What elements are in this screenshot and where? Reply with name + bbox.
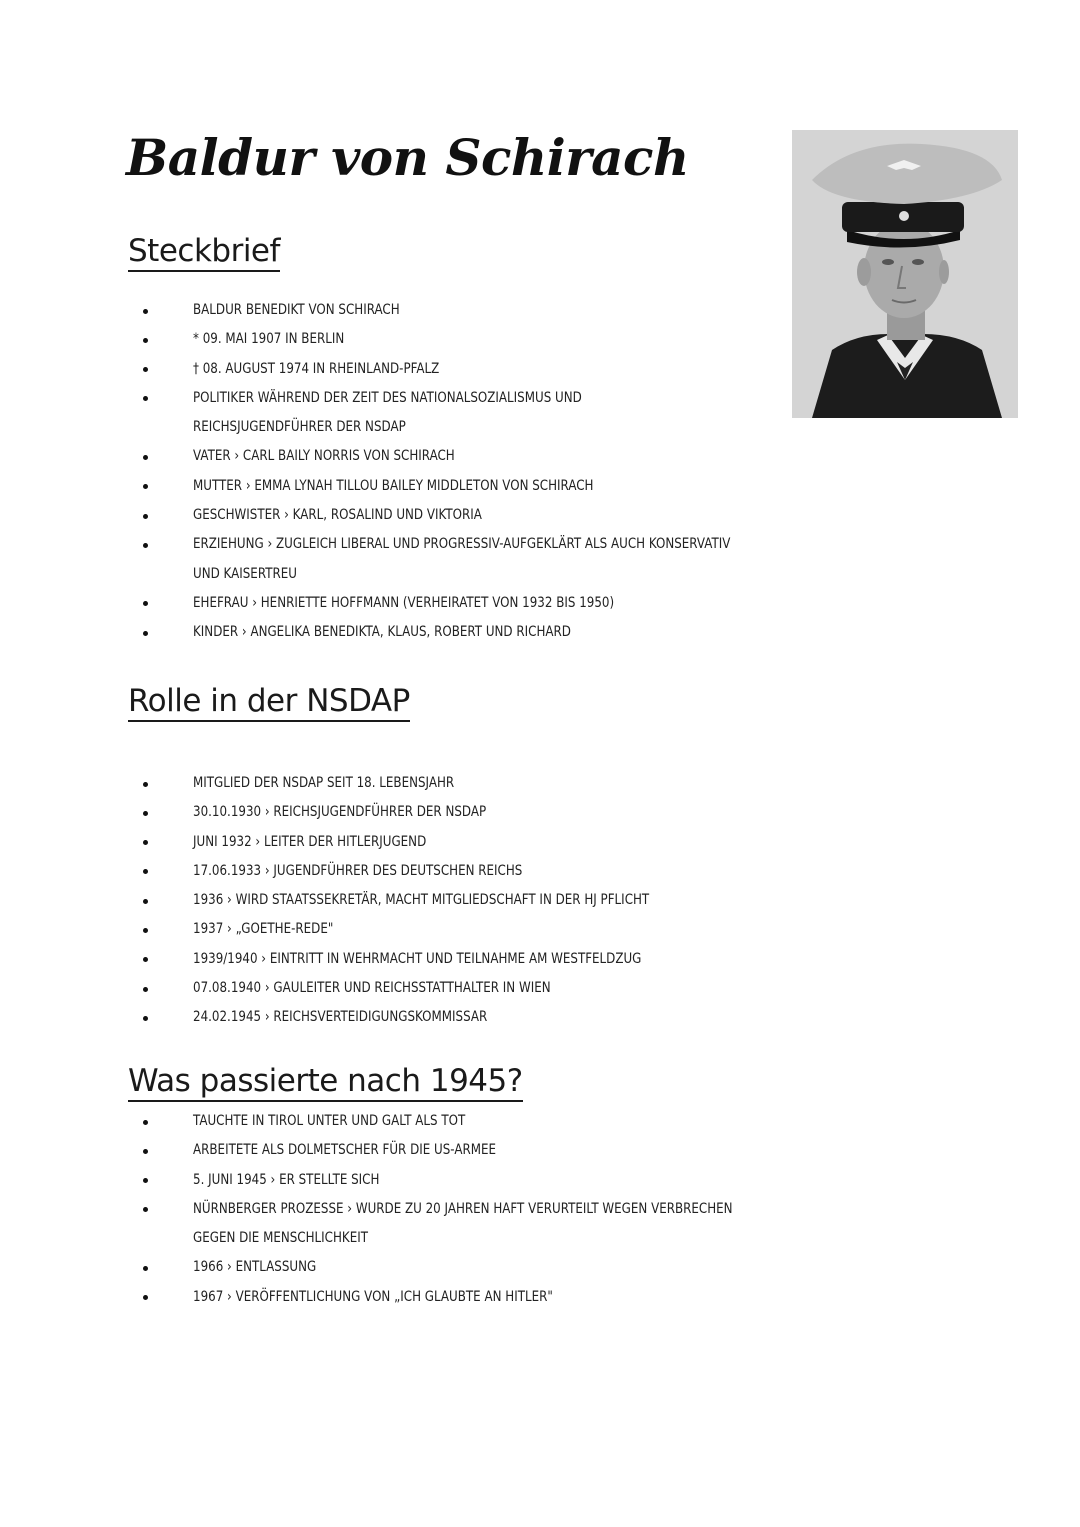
list-item <box>143 618 743 647</box>
list-item-text: NÜRNBERGER PROZESSE › WURDE ZU 20 JAHREN HAFT VERURTEILT WEGEN VERBRECHEN <box>193 1200 733 1217</box>
list-item-text: POLITIKER WÄHREND DER ZEIT DES NATIONALSOZIALISMUS UND <box>193 389 582 406</box>
list-item <box>143 857 743 886</box>
list-item-text: 17.06.1933 › JUGENDFÜHRER DES DEUTSCHEN REICHS <box>193 862 523 879</box>
page-title: Baldur von Schirach <box>126 128 689 187</box>
list-item <box>143 1003 743 1032</box>
section-heading-steckbrief: Steckbrief <box>128 234 280 272</box>
list-item <box>143 384 743 443</box>
list-item-text: BALDUR BENEDIKT VON SCHIRACH <box>193 302 400 318</box>
list-item-text: MITGLIED DER NSDAP SEIT 18. LEBENSJAHR <box>193 775 455 791</box>
portrait-illustration <box>792 130 1018 418</box>
list-item <box>143 769 743 798</box>
list-item <box>143 325 743 354</box>
list-item-text: KINDER › ANGELIKA BENEDIKTA, KLAUS, ROBERT UND RICHARD <box>193 624 571 641</box>
section-heading-rolle: Rolle in der NSDAP <box>128 684 410 722</box>
list-item-text: 1937 › „GOETHE-REDE" <box>193 921 334 938</box>
list-item-text: ARBEITETE ALS DOLMETSCHER FÜR DIE US-ARMEE <box>193 1142 497 1159</box>
section-heading-nach-1945: Was passierte nach 1945? <box>128 1064 523 1102</box>
list-item <box>143 1166 743 1195</box>
list-item <box>143 530 743 589</box>
nach-1945-list <box>143 1107 743 1312</box>
list-item <box>143 589 743 618</box>
list-item <box>143 974 743 1003</box>
list-item-text: 5. JUNI 1945 › ER STELLTE SICH <box>193 1171 380 1188</box>
list-item <box>143 501 743 530</box>
list-item <box>143 828 743 857</box>
list-item <box>143 945 743 974</box>
list-item-text: * 09. MAI 1907 IN BERLIN <box>193 331 345 348</box>
list-item <box>143 1195 743 1254</box>
list-item <box>143 355 743 384</box>
list-item-text-continued: GEGEN DIE MENSCHLICHKEIT <box>193 1230 368 1247</box>
rolle-list <box>143 769 743 1033</box>
list-item-text: JUNI 1932 › LEITER DER HITLERJUGEND <box>193 833 427 850</box>
list-item <box>143 296 743 325</box>
list-item-text: † 08. AUGUST 1974 IN RHEINLAND-PFALZ <box>193 360 440 377</box>
list-item-text: 1967 › VERÖFFENTLICHUNG VON „ICH GLAUBTE AN HITLER" <box>193 1288 553 1305</box>
list-item-text: 1936 › WIRD STAATSSEKRETÄR, MACHT MITGLIEDSCHAFT IN DER HJ PFLICHT <box>193 892 650 909</box>
list-item <box>143 1136 743 1165</box>
list-item-text-continued: UND KAISERTREU <box>193 565 297 582</box>
list-item <box>143 472 743 501</box>
list-item-text: MUTTER › EMMA LYNAH TILLOU BAILEY MIDDLETON VON SCHIRACH <box>193 477 594 494</box>
portrait-photo <box>792 130 1018 418</box>
list-item-text: 30.10.1930 › REICHSJUGENDFÜHRER DER NSDAP <box>193 804 487 821</box>
list-item <box>143 442 743 471</box>
steckbrief-list <box>143 296 743 648</box>
list-item-text: GESCHWISTER › KARL, ROSALIND UND VIKTORIA <box>193 507 482 524</box>
list-item-text: 07.08.1940 › GAULEITER UND REICHSSTATTHALTER IN WIEN <box>193 980 551 997</box>
list-item <box>143 1107 743 1136</box>
list-item <box>143 1253 743 1282</box>
list-item-text: TAUCHTE IN TIROL UNTER UND GALT ALS TOT <box>193 1113 466 1129</box>
list-item-text: EHEFRAU › HENRIETTE HOFFMANN (VERHEIRATET VON 1932 BIS 1950) <box>193 594 615 611</box>
list-item-text: 1966 › ENTLASSUNG <box>193 1259 317 1276</box>
list-item <box>143 1283 743 1312</box>
list-item-text: ERZIEHUNG › ZUGLEICH LIBERAL UND PROGRESSIV-AUFGEKLÄRT ALS AUCH KONSERVATIV <box>193 536 731 553</box>
list-item-text: 1939/1940 › EINTRITT IN WEHRMACHT UND TEILNAHME AM WESTFELDZUG <box>193 950 642 967</box>
list-item-text: VATER › CARL BAILY NORRIS VON SCHIRACH <box>193 448 455 465</box>
list-item <box>143 798 743 827</box>
list-item-text-continued: REICHSJUGENDFÜHRER DER NSDAP <box>193 419 406 436</box>
list-item <box>143 886 743 915</box>
list-item <box>143 915 743 944</box>
list-item-text: 24.02.1945 › REICHSVERTEIDIGUNGSKOMMISSAR <box>193 1009 488 1026</box>
